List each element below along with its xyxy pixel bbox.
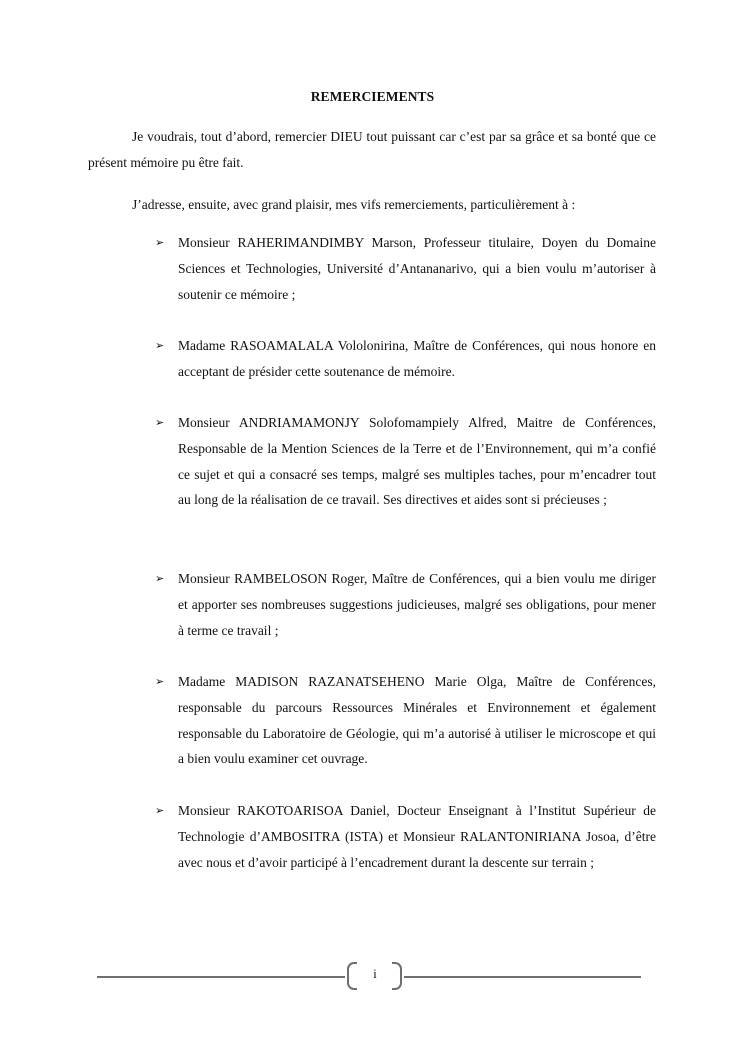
intro-paragraph: Je voudrais, tout d’abord, remercier DIEU tout puissant car c’est par sa grâce et sa bonté que ce présent mémoire pu être fait.: [88, 129, 656, 170]
page-number: i: [373, 967, 377, 981]
arrow-bullet-icon: ➢: [155, 236, 165, 249]
address-paragraph: J’adresse, ensuite, avec grand plaisir, mes vifs remerciements, particulièrement à :: [132, 197, 576, 212]
page-title: REMERCIEMENTS: [310, 89, 435, 104]
acknowledgement-text: Madame MADISON RAZANATSEHENO Marie Olga, Maître de Conférences, responsable du parcours Ressources Minérales et Environnement et également responsable du Laboratoire de Géologie, qui m’a autorisé à utiliser le microscope et qui a bien voulu examiner cet ouvrage.: [178, 674, 656, 767]
acknowledgement-item: [155, 410, 656, 513]
arrow-bullet-icon: ➢: [155, 339, 165, 352]
right-brace-icon: [392, 962, 402, 990]
acknowledgement-item: [155, 669, 656, 772]
arrow-bullet-icon: ➢: [155, 804, 165, 817]
arrow-bullet-icon: ➢: [155, 572, 165, 585]
acknowledgement-item: [155, 798, 656, 875]
footer-rule-right: [404, 976, 641, 978]
acknowledgement-text: Monsieur RAHERIMANDIMBY Marson, Professeur titulaire, Doyen du Domaine Sciences et Technologies, Université d’Antananarivo, qui a bien voulu m’autoriser à soutenir ce mémoire ;: [178, 235, 656, 302]
acknowledgement-text: Madame RASOAMALALA Vololonirina, Maître de Conférences, qui nous honore en acceptant de présider cette soutenance de mémoire.: [178, 338, 656, 379]
arrow-bullet-icon: ➢: [155, 675, 165, 688]
arrow-bullet-icon: ➢: [155, 416, 165, 429]
acknowledgement-item: [155, 566, 656, 643]
acknowledgement-text: Monsieur RAMBELOSON Roger, Maître de Conférences, qui a bien voulu me diriger et apporter ses nombreuses suggestions judicieuses, malgré ses obligations, pour mener à terme ce travail ;: [178, 571, 656, 638]
acknowledgement-text: Monsieur ANDRIAMAMONJY Solofomampiely Alfred, Maitre de Conférences, Responsable de la Mention Sciences de la Terre et de l’Environnement, qui m’a confié ce sujet et qui a consacré ses temps, malgré ses multiples taches, pour m’encadrer tout au long de la réalisation de ce travail. Ses directives et aides sont si précieuses ;: [178, 415, 656, 508]
acknowledgement-text: Monsieur RAKOTOARISOA Daniel, Docteur Enseignant à l’Institut Supérieur de Technologie d’AMBOSITRA (ISTA) et Monsieur RALANTONIRIANA Josoa, d’être avec nous et d’avoir participé à l’encadrement durant la descente sur terrain ;: [178, 803, 656, 870]
footer-rule-left: [97, 976, 345, 978]
acknowledgement-item: [155, 230, 656, 307]
acknowledgement-item: [155, 333, 656, 385]
